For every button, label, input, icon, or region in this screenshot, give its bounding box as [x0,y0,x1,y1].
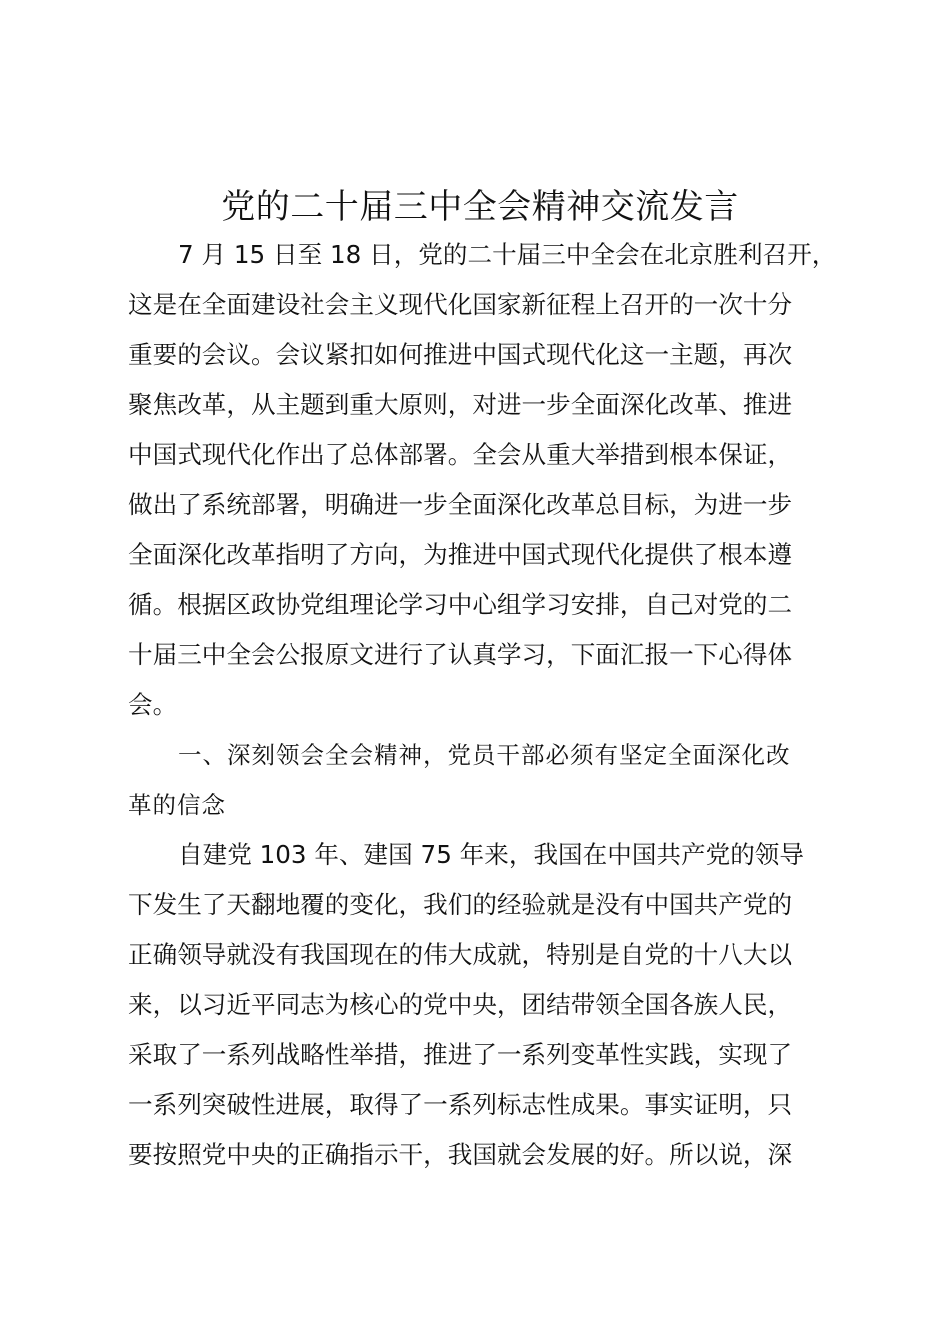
paragraph-2-line-1: 自建党 103 年、建国 75 年来，我国在中国共产党的领导 [178,840,804,869]
section-heading-line-2: 革的信念 [128,791,226,819]
paragraph-2-line-3: 正确领导就没有我国现在的伟大成就，特别是自党的十八大以 [128,940,793,969]
paragraph-2-line-4: 来，以习近平同志为核心的党中央，团结带领全国各族人民， [128,990,793,1019]
section-heading-line-1: 一、深刻领会全会精神，党员干部必须有坚定全面深化改 [178,741,791,769]
paragraph-2-line-2: 下发生了天翻地覆的变化，我们的经验就是没有中国共产党的 [128,890,793,919]
paragraph-1-line-7: 全面深化改革指明了方向，为推进中国式现代化提供了根本遵 [128,540,793,569]
paragraph-1-line-2: 这是在全面建设社会主义现代化国家新征程上召开的一次十分 [128,290,793,319]
paragraph-1-line-8: 循。根据区政协党组理论学习中心组学习安排，自己对党的二 [128,590,793,619]
paragraph-1-line-9: 十届三中全会公报原文进行了认真学习，下面汇报一下心得体 [128,640,793,669]
paragraph-1-line-6: 做出了系统部署，明确进一步全面深化改革总目标，为进一步 [128,490,793,519]
paragraph-1-line-1: 7 月 15 日至 18 日，党的二十届三中全会在北京胜利召开， [178,240,837,269]
paragraph-1-line-5: 中国式现代化作出了总体部署。全会从重大举措到根本保证， [128,440,793,469]
paragraph-1-line-4: 聚焦改革，从主题到重大原则，对进一步全面深化改革、推进 [128,390,793,419]
paragraph-2-line-5: 采取了一系列战略性举措，推进了一系列变革性实践，实现了 [128,1040,793,1069]
paragraph-2-line-7: 要按照党中央的正确指示干，我国就会发展的好。所以说，深 [128,1140,793,1169]
document-title: 党的二十届三中全会精神交流发言 [221,187,739,227]
paragraph-1-line-3: 重要的会议。会议紧扣如何推进中国式现代化这一主题，再次 [128,340,793,369]
paragraph-1-line-10: 会。 [128,690,178,719]
paragraph-2-line-6: 一系列突破性进展，取得了一系列标志性成果。事实证明，只 [128,1090,793,1119]
